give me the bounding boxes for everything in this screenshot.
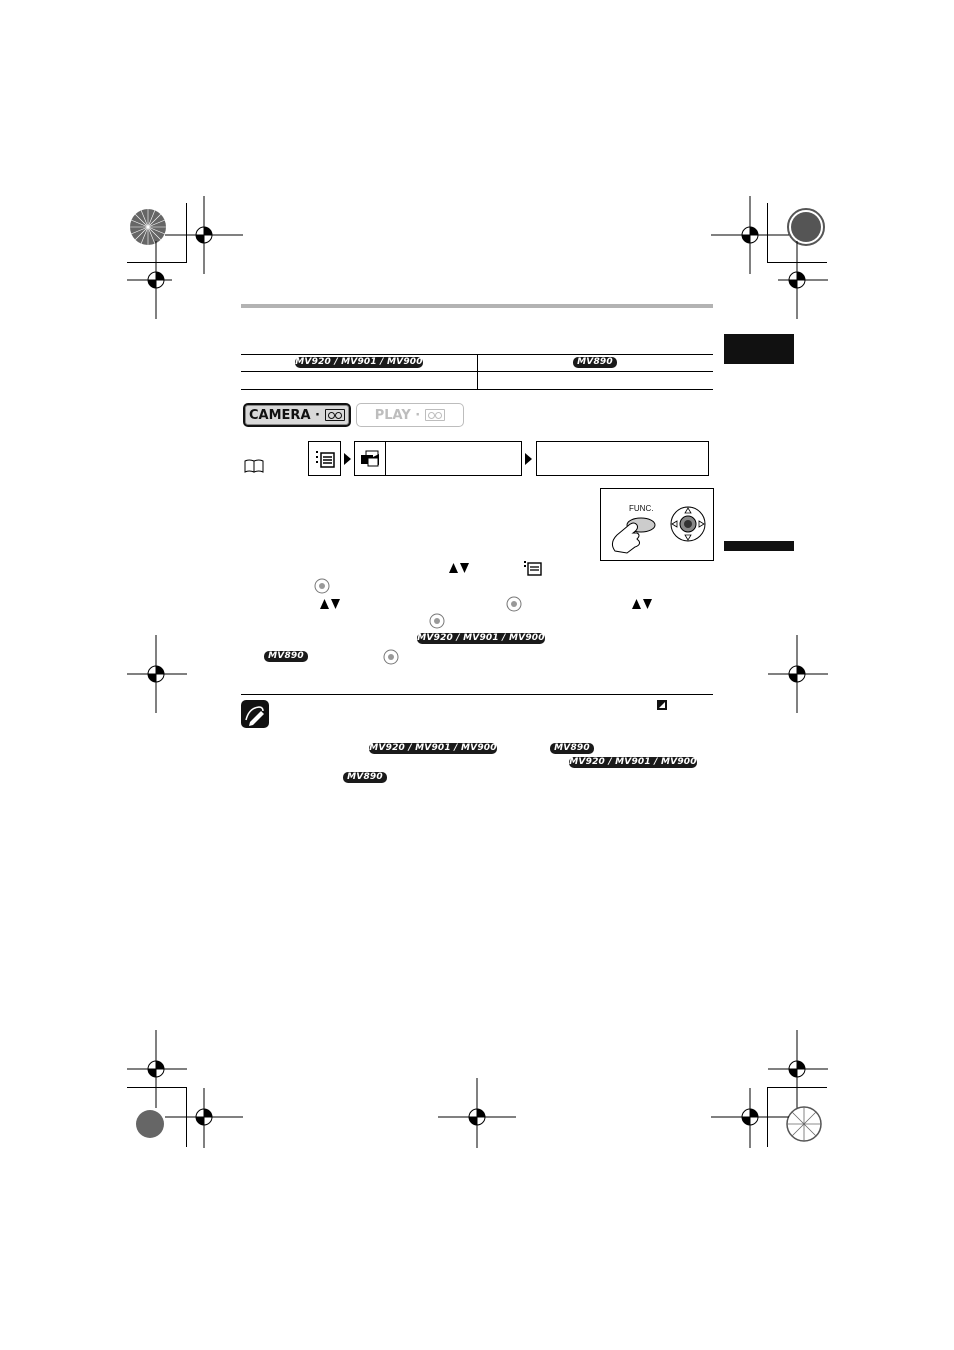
crosshair-target-icon	[117, 635, 195, 713]
joystick-press-icon	[429, 613, 445, 629]
model-badge-mv920-901-900: MV920 / MV901 / MV900	[417, 633, 545, 643]
joystick-icon	[669, 505, 707, 543]
notes-rule	[241, 694, 713, 695]
menu-list-icon	[315, 450, 335, 468]
model-badge-mv890: MV890	[343, 772, 387, 783]
setting-value-box	[536, 441, 709, 476]
continued-mark-icon	[657, 700, 667, 710]
menu-icon-box	[308, 441, 341, 476]
crosshair-target-icon	[165, 1078, 243, 1156]
camera-mode-label: CAMERA ·	[249, 407, 320, 423]
model-table	[241, 354, 713, 390]
model-badge-mv890: MV890	[264, 651, 308, 662]
crosshair-target-icon	[711, 1078, 789, 1156]
model-badge-mv890: MV890	[550, 743, 594, 754]
func-label: FUNC.	[629, 504, 654, 513]
up-down-arrows-icon	[320, 599, 340, 609]
subsection-tab	[724, 541, 794, 551]
crosshair-target-icon	[758, 241, 836, 319]
joystick-press-icon	[314, 578, 330, 594]
up-down-arrows-icon	[449, 563, 469, 573]
joystick-press-icon	[383, 649, 399, 665]
chevron-right-icon	[525, 453, 532, 465]
note-pencil-icon	[241, 700, 269, 728]
tape-icon	[325, 409, 345, 421]
model-badge-mv890: MV890	[573, 357, 617, 368]
model-badge-mv920-901-900: MV920 / MV901 / MV900	[369, 743, 497, 753]
crosshair-target-icon	[438, 1078, 516, 1156]
section-tab	[724, 334, 794, 364]
camera-setup-menu-box	[354, 441, 522, 476]
crosshair-target-icon	[758, 635, 836, 713]
up-down-arrows-icon	[632, 599, 652, 609]
camera-mode-button[interactable]	[243, 403, 351, 427]
model-badge-mv920-901-900: MV920 / MV901 / MV900	[569, 757, 697, 767]
crosshair-target-icon	[117, 241, 195, 319]
finger-press-icon	[607, 513, 659, 555]
book-icon	[244, 459, 264, 473]
play-mode-label: PLAY ·	[374, 407, 421, 423]
func-button-illustration	[600, 488, 714, 561]
chevron-right-icon	[344, 453, 351, 465]
header-rule	[241, 304, 713, 308]
joystick-press-icon	[506, 596, 522, 612]
camera-setup-icon	[360, 450, 382, 468]
menu-list-icon	[524, 561, 542, 576]
tape-icon	[425, 409, 445, 421]
model-badge-mv920-901-900: MV920 / MV901 / MV900	[295, 357, 423, 367]
play-mode-button[interactable]	[356, 403, 464, 427]
